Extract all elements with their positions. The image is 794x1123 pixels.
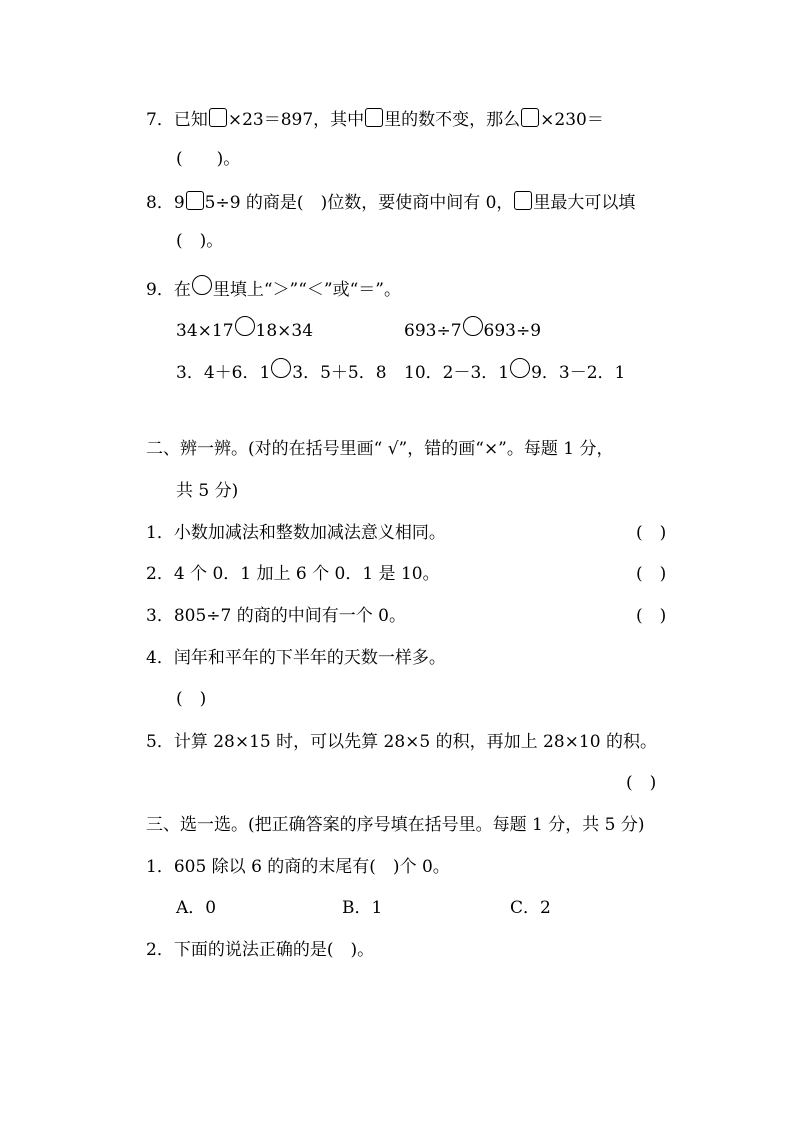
question-text: 9 (173, 193, 185, 213)
blank-circle[interactable] (271, 358, 291, 378)
blank-box[interactable] (514, 191, 532, 210)
item-number: 2． (146, 940, 174, 960)
blank-box[interactable] (521, 108, 539, 127)
question-text: 在 (173, 280, 191, 300)
item-text: 605 除以 6 的商的末尾有( )个 0。 (173, 857, 450, 877)
item-text: 小数加减法和整数加减法意义相同。 (173, 523, 446, 543)
answer-blank[interactable]: ( )。 (176, 149, 241, 169)
item-text: 下面的说法正确的是( )。 (173, 940, 375, 960)
item-text: 4 个 0．1 加上 6 个 0．1 是 10。 (173, 564, 440, 584)
question-text: ×23＝897，其中 (227, 110, 365, 130)
option-a[interactable]: A．0 (176, 898, 217, 918)
judge-item (146, 522, 446, 544)
question-text: 里填上“＞”“＜”或“＝”。 (212, 280, 401, 300)
question-9 (146, 275, 401, 300)
expression: 18×34 (255, 321, 314, 341)
judge-item (146, 647, 446, 669)
expression: 10．2－3．1 (404, 363, 510, 383)
judge-item (146, 563, 440, 585)
answer-paren[interactable]: ( ) (636, 564, 667, 584)
answer-paren[interactable]: ( ) (636, 606, 667, 626)
item-number: 2． (146, 564, 174, 584)
blank-circle[interactable] (463, 316, 483, 336)
compare-item (404, 316, 542, 341)
item-number: 4． (146, 648, 174, 668)
answer-paren[interactable]: ( ) (636, 523, 667, 543)
expression: 3．5＋5．8 (292, 363, 387, 383)
judge-item (146, 731, 657, 753)
question-text: 里的数不变，那么 (384, 110, 521, 130)
item-text: 计算 28×15 时，可以先算 28×5 的积，再加上 28×10 的积。 (173, 732, 657, 752)
answer-paren[interactable]: ( ) (176, 689, 207, 709)
item-text: 闰年和平年的下半年的天数一样多。 (173, 648, 446, 668)
expression: 9．3－2．1 (531, 363, 626, 383)
question-text: 已知 (173, 110, 208, 130)
question-number: 8． (146, 193, 174, 213)
compare-item (176, 358, 387, 383)
question-number: 9． (146, 280, 174, 300)
compare-item (404, 358, 626, 383)
blank-box[interactable] (209, 108, 227, 127)
blank-circle[interactable] (192, 275, 212, 295)
judge-item (146, 605, 406, 627)
item-text: 805÷7 的商的中间有一个 0。 (173, 606, 406, 626)
question-8 (146, 191, 635, 213)
answer-blank[interactable]: ( )。 (176, 231, 224, 251)
item-number: 1． (146, 523, 174, 543)
expression: 693÷7 (404, 321, 462, 341)
option-c[interactable]: C．2 (510, 898, 551, 918)
item-number: 1． (146, 857, 174, 877)
section-3-title: 三、选一选。(把正确答案的序号填在括号里。每题 1 分，共 5 分) (146, 815, 645, 835)
question-text: ×230＝ (540, 110, 604, 130)
item-number: 3． (146, 606, 174, 626)
section-2-title-cont: 共 5 分) (176, 481, 239, 501)
compare-item (176, 316, 314, 341)
answer-paren[interactable]: ( ) (626, 773, 657, 793)
item-number: 5． (146, 732, 174, 752)
choice-question (146, 939, 374, 961)
expression: 3．4＋6．1 (176, 363, 271, 383)
expression: 693÷9 (483, 321, 542, 341)
question-text: 里最大可以填 (533, 193, 636, 213)
question-number: 7． (146, 110, 174, 130)
question-7 (146, 108, 604, 130)
blank-circle[interactable] (510, 358, 530, 378)
expression: 34×17 (176, 321, 234, 341)
section-2-title: 二、辨一辨。(对的在括号里画“ √”，错的画“×”。每题 1 分， (146, 439, 614, 459)
question-text: 5÷9 的商是( )位数，要使商中间有 0， (204, 193, 514, 213)
option-b[interactable]: B．1 (342, 898, 383, 918)
choice-question (146, 856, 450, 878)
blank-box[interactable] (365, 108, 383, 127)
blank-circle[interactable] (235, 316, 255, 336)
blank-box[interactable] (186, 191, 204, 210)
